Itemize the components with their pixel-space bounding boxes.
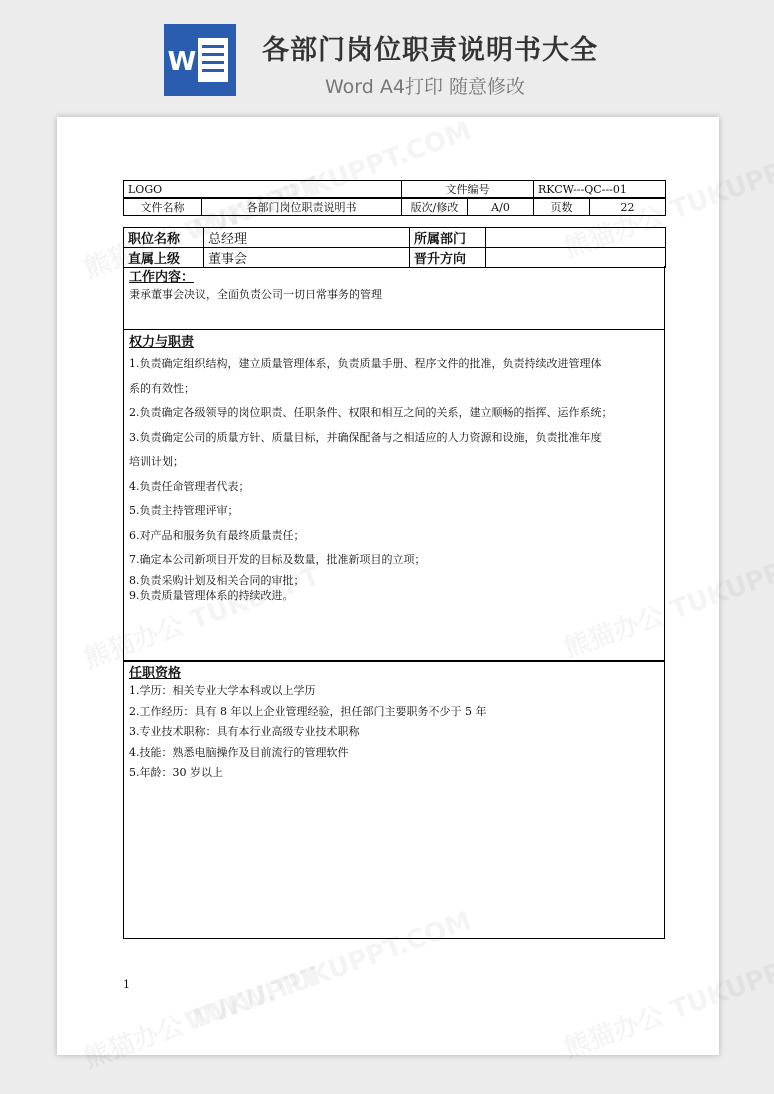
qualifications-title: 任职资格 [129, 666, 182, 681]
doc-no-value: RKCW---QC---01 [534, 181, 666, 198]
document-page [57, 117, 719, 1055]
department-label: 所属部门 [410, 228, 486, 248]
version-value: A/0 [468, 199, 534, 216]
promotion-value [486, 248, 666, 268]
banner-title: 各部门岗位职责说明书大全 [262, 35, 598, 66]
banner [0, 0, 774, 112]
duties-section [123, 329, 665, 662]
work-text: 秉承董事会决议，全面负责公司一切日常事务的管理 [129, 288, 382, 301]
duty-line: 3.负责确定公司的质量方针、质量目标，并确保配备与之相适应的人力资源和设施，负责批准年度 [129, 430, 602, 444]
doc-name-label: 文件名称 [124, 199, 202, 216]
department-value [486, 228, 666, 248]
qualification-line: 3.专业技术职称：具有本行业高级专业技术职称 [129, 725, 360, 738]
info-table [123, 227, 666, 268]
banner-subtitle: Word A4打印 随意修改 [325, 76, 526, 98]
duty-line: 5.负责主持管理评审； [129, 504, 239, 517]
duty-line: 7.确定本公司新项目开发的目标及数量，批准新项目的立项； [129, 553, 426, 566]
work-section [123, 266, 665, 330]
doc-name-value: 各部门岗位职责说明书 [202, 199, 402, 216]
header-table [123, 180, 666, 198]
duty-line: 2.负责确定各级领导的岗位职责、任职条件、权限和相互之间的关系，建立顺畅的指挥、运作系统； [129, 406, 613, 419]
version-label: 版次/修改 [402, 199, 468, 216]
header-table-row2 [123, 198, 666, 216]
duty-line: 6.对产品和服务负有最终质量责任； [129, 528, 305, 542]
watermark-brand [558, 946, 774, 1066]
pages-label: 页数 [534, 199, 590, 216]
qualifications-section [123, 660, 665, 939]
doc-no-label: 文件编号 [402, 181, 534, 198]
duty-line: 培训计划； [129, 455, 184, 468]
svg-text:W: W [167, 47, 197, 77]
duty-line: 4.负责任命管理者代表； [129, 479, 250, 493]
qualification-line: 4.技能：熟悉电脑操作及目前流行的管理软件 [129, 745, 349, 759]
duty-line: 9.负责质量管理体系的持续改进。 [129, 588, 294, 602]
position-value: 总经理 [204, 228, 410, 248]
duty-line: 1.负责确定组织结构，建立质量管理体系，负责质量手册、程序文件的批准，负责持续改进管理体 [129, 357, 602, 370]
duty-line: 系的有效性； [129, 381, 195, 395]
qualification-line: 2.工作经历：具有 8 年以上企业管理经验，担任部门主要职务不少于 5 年 [129, 704, 487, 718]
position-label: 职位名称 [124, 228, 204, 248]
duty-line: 8.负责采购计划及相关合同的审批； [129, 573, 305, 587]
duties-list [124, 352, 664, 603]
work-title: 工作内容： [129, 270, 195, 285]
watermark-brand [78, 956, 324, 1076]
logo-cell: LOGO [124, 181, 402, 198]
qualification-line: 5.年龄：30 岁以上 [129, 766, 223, 779]
promotion-label: 晋升方向 [410, 248, 486, 268]
superior-label: 直属上级 [124, 248, 204, 268]
pages-value: 22 [590, 199, 666, 216]
page-number: 1 [123, 978, 130, 991]
word-icon [164, 24, 236, 96]
superior-value: 董事会 [204, 248, 410, 268]
qualifications-list [124, 681, 664, 784]
qualification-line: 1.学历：相关专业大学本科或以上学历 [129, 684, 316, 697]
duties-title: 权力与职责 [129, 335, 195, 350]
